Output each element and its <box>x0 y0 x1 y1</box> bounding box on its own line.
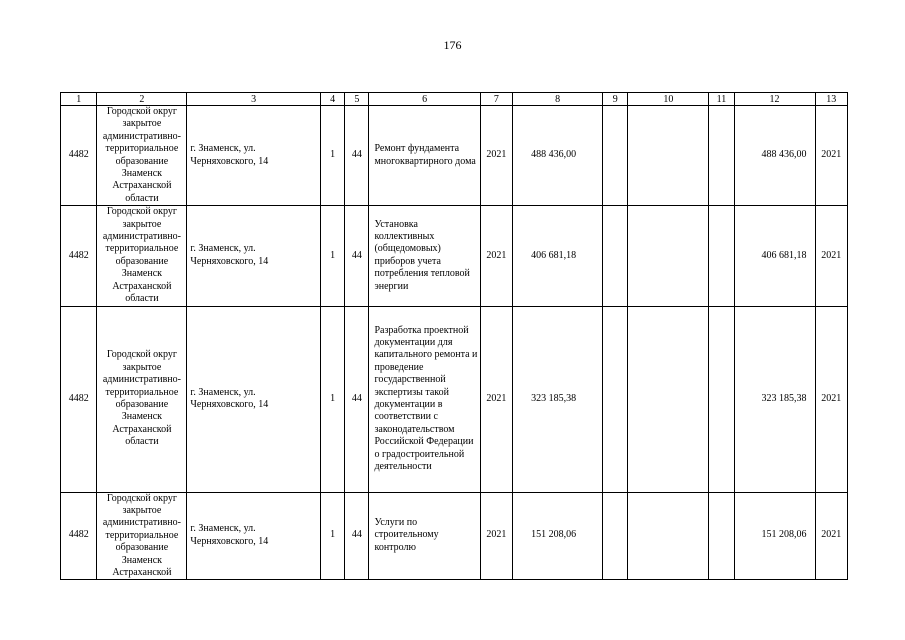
cell-cost-col12: 488 436,00 <box>734 106 815 206</box>
cell-col11 <box>709 492 734 579</box>
cell-year: 2021 <box>480 206 512 306</box>
cell-year-col13: 2021 <box>815 106 847 206</box>
cell-col4: 1 <box>320 106 344 206</box>
cell-col11 <box>709 106 734 206</box>
header-cell-2: 2 <box>97 93 187 106</box>
cell-total-cost: 488 436,00 <box>513 106 603 206</box>
cell-col10 <box>628 492 709 579</box>
cell-municipality: Городской округ закрытое административно-территориальное образование Знаменск Астраханской области <box>97 206 187 306</box>
cell-work-type: Услуги по строительному контролю <box>369 492 480 579</box>
cell-year: 2021 <box>480 492 512 579</box>
cell-code: 4482 <box>61 306 97 492</box>
cell-code: 4482 <box>61 206 97 306</box>
header-cell-12: 12 <box>734 93 815 106</box>
cell-cost-col12: 406 681,18 <box>734 206 815 306</box>
header-cell-7: 7 <box>480 93 512 106</box>
table-row <box>61 106 848 206</box>
cell-col4: 1 <box>320 492 344 579</box>
cell-total-cost: 406 681,18 <box>513 206 603 306</box>
cell-municipality: Городской округ закрытое административно-территориальное образование Знаменск Астраханской области <box>97 306 187 492</box>
header-cell-10: 10 <box>628 93 709 106</box>
cell-col9 <box>603 306 628 492</box>
cell-total-cost: 151 208,06 <box>513 492 603 579</box>
cell-col11 <box>709 306 734 492</box>
cell-col10 <box>628 106 709 206</box>
header-cell-11: 11 <box>709 93 734 106</box>
cell-col4: 1 <box>320 206 344 306</box>
cell-col10 <box>628 206 709 306</box>
cell-cost-col12: 151 208,06 <box>734 492 815 579</box>
cell-municipality-text: Городской округ закрытое административно-территориальное образование Знаменск Астраханской <box>102 492 181 578</box>
header-cell-8: 8 <box>513 93 603 106</box>
header-cell-6: 6 <box>369 93 480 106</box>
cell-address: г. Знаменск, ул. Черняховского, 14 <box>187 306 321 492</box>
cell-year: 2021 <box>480 306 512 492</box>
cell-municipality <box>97 492 187 579</box>
table-row <box>61 206 848 306</box>
cell-col5: 44 <box>345 206 369 306</box>
cell-col5: 44 <box>345 306 369 492</box>
cell-col11 <box>709 206 734 306</box>
cell-code: 4482 <box>61 492 97 579</box>
cell-address: г. Знаменск, ул. Черняховского, 14 <box>187 492 321 579</box>
cell-year-col13: 2021 <box>815 306 847 492</box>
cell-col9 <box>603 106 628 206</box>
table-row <box>61 492 848 579</box>
header-cell-13: 13 <box>815 93 847 106</box>
header-cell-5: 5 <box>345 93 369 106</box>
registry-table <box>60 92 848 580</box>
cell-col5: 44 <box>345 492 369 579</box>
cell-work-type: Разработка проектной документации для капитального ремонта и проведение государственной экспертизы такой документации в соответствии с законодательством Российской Федерации о градостроительной деятельности <box>369 306 480 492</box>
table-row <box>61 306 848 492</box>
cell-work-type: Ремонт фундамента многоквартирного дома <box>369 106 480 206</box>
header-cell-1: 1 <box>61 93 97 106</box>
header-cell-4: 4 <box>320 93 344 106</box>
cell-col9 <box>603 206 628 306</box>
header-cell-9: 9 <box>603 93 628 106</box>
header-row <box>61 93 848 106</box>
page-number: 176 <box>443 38 462 52</box>
cell-code: 4482 <box>61 106 97 206</box>
cell-col10 <box>628 306 709 492</box>
header-cell-3: 3 <box>187 93 321 106</box>
cell-municipality: Городской округ закрытое административно-территориальное образование Знаменск Астраханской области <box>97 106 187 206</box>
cell-address: г. Знаменск, ул. Черняховского, 14 <box>187 106 321 206</box>
cell-address: г. Знаменск, ул. Черняховского, 14 <box>187 206 321 306</box>
cell-year: 2021 <box>480 106 512 206</box>
cell-work-type: Установка коллективных (общедомовых) приборов учета потребления тепловой энергии <box>369 206 480 306</box>
cell-col9 <box>603 492 628 579</box>
cell-cost-col12: 323 185,38 <box>734 306 815 492</box>
cell-col5: 44 <box>345 106 369 206</box>
cell-year-col13: 2021 <box>815 206 847 306</box>
cell-total-cost: 323 185,38 <box>513 306 603 492</box>
cell-year-col13: 2021 <box>815 492 847 579</box>
cell-col4: 1 <box>320 306 344 492</box>
